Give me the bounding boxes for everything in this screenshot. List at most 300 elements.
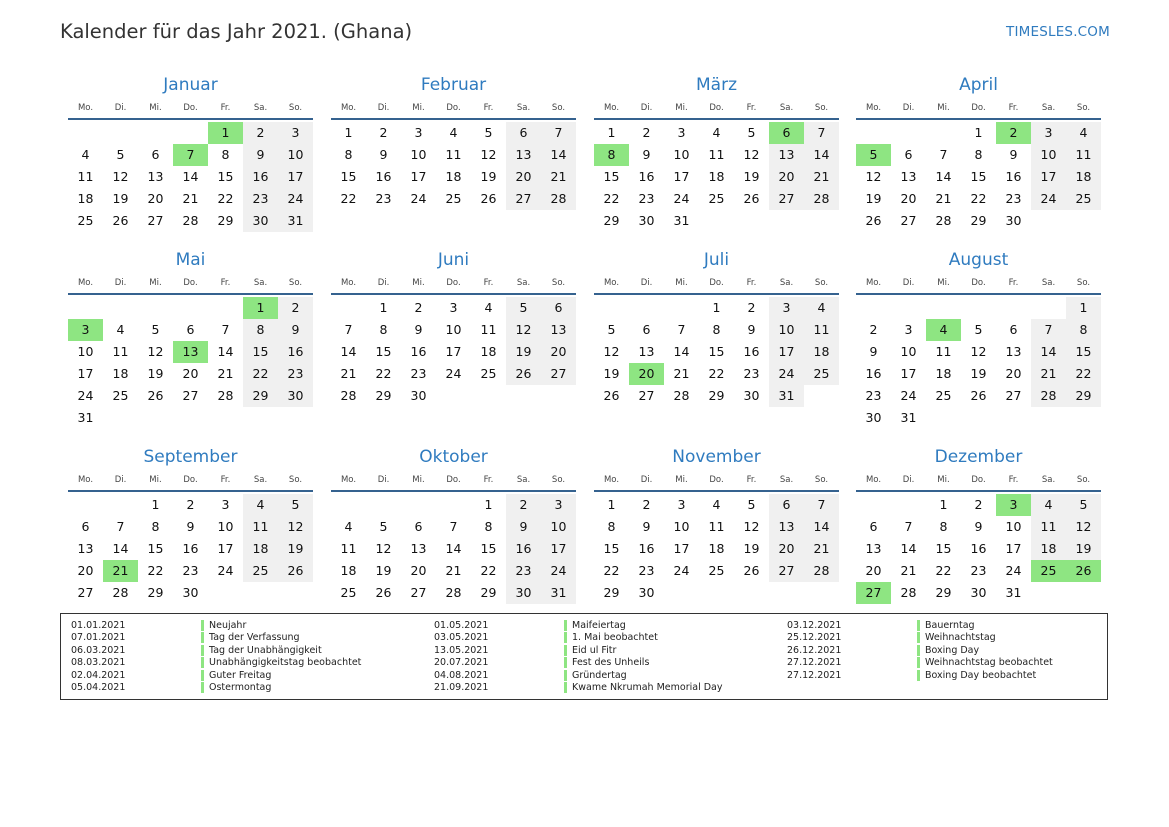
day-cell: 18 <box>77 191 94 206</box>
day-cell: 16 <box>410 344 427 359</box>
day-cell: 6 <box>81 519 90 534</box>
weekday-label: Di. <box>640 278 653 288</box>
day-cell: 12 <box>375 541 392 556</box>
month-calendar <box>856 73 1101 232</box>
day-cell: 2 <box>642 125 651 140</box>
day-cell: 24 <box>445 366 462 381</box>
day-cell: 3 <box>541 494 576 516</box>
day-cell: 16 <box>182 541 199 556</box>
empty-cell <box>331 297 366 319</box>
day-cell: 22 <box>935 563 952 578</box>
legend-date: 06.03.2021 <box>71 644 126 656</box>
weekday-label: Mi. <box>937 475 950 485</box>
day-cell: 10 <box>900 344 917 359</box>
month-calendar <box>856 248 1101 429</box>
day-cell: 4 <box>804 297 839 319</box>
day-cell: 27 <box>182 388 199 403</box>
day-cell: 29 <box>217 213 234 228</box>
day-cell: 22 <box>480 563 497 578</box>
day-cell: 4 <box>1031 494 1066 516</box>
day-cell: 8 <box>939 519 948 534</box>
day-cell: 7 <box>804 494 839 516</box>
weekday-label: Di. <box>902 278 915 288</box>
day-cell: 17 <box>1031 166 1066 188</box>
day-cell: 13 <box>769 144 804 166</box>
legend-entry <box>787 644 1053 657</box>
legend-date: 27.12.2021 <box>787 669 842 681</box>
legend-date: 03.12.2021 <box>787 619 842 631</box>
day-cell: 17 <box>77 366 94 381</box>
month-name: Juli <box>703 250 730 270</box>
day-cell: 1 <box>484 497 493 512</box>
weekday-label: Fr. <box>483 475 494 485</box>
month-name: Dezember <box>934 447 1023 467</box>
day-cell: 26 <box>506 363 541 385</box>
day-cell: 27 <box>147 213 164 228</box>
day-cell: 23 <box>506 560 541 582</box>
weekday-label: Sa. <box>516 103 531 113</box>
day-cell: 4 <box>116 322 125 337</box>
day-cell: 16 <box>970 541 987 556</box>
day-cell: 28 <box>935 213 952 228</box>
day-cell: 23 <box>865 388 882 403</box>
day-cell: 17 <box>217 541 234 556</box>
legend-column <box>434 619 722 694</box>
day-cell: 3 <box>904 322 913 337</box>
weekday-label: Fr. <box>746 278 757 288</box>
day-cell: 11 <box>708 519 725 534</box>
month-name: April <box>959 75 998 95</box>
legend-entry <box>71 682 361 695</box>
day-cell: 14 <box>340 344 357 359</box>
day-cell: 8 <box>974 147 983 162</box>
weekday-label: Mi. <box>412 475 425 485</box>
legend-holiday-name: Fest des Unheils <box>572 657 650 669</box>
day-cell: 18 <box>445 169 462 184</box>
weekday-label: Sa. <box>253 278 268 288</box>
day-cell: 12 <box>112 169 129 184</box>
legend-entry <box>434 669 722 682</box>
day-cell: 12 <box>147 344 164 359</box>
day-cell: 28 <box>1031 385 1066 407</box>
legend-holiday-name: Boxing Day <box>925 644 980 656</box>
empty-cell <box>138 297 173 319</box>
day-cell: 16 <box>865 366 882 381</box>
day-cell: 13 <box>506 144 541 166</box>
holiday-color-marker <box>564 657 567 668</box>
legend-entry <box>71 619 361 632</box>
empty-cell <box>208 297 243 319</box>
day-cell: 20 <box>865 563 882 578</box>
legend-entry <box>434 632 722 645</box>
day-cell: 12 <box>480 147 497 162</box>
day-cell: 9 <box>379 147 388 162</box>
weekday-label: Mi. <box>412 103 425 113</box>
day-cell: 5 <box>484 125 493 140</box>
day-cell: 5 <box>116 147 125 162</box>
day-cell: 29 <box>375 388 392 403</box>
day-cell: 25 <box>112 388 129 403</box>
day-cell: 5 <box>1066 494 1101 516</box>
day-cell: 18 <box>340 563 357 578</box>
weekday-label: Sa. <box>779 278 794 288</box>
day-cell: 20 <box>1005 366 1022 381</box>
day-cell: 3 <box>449 300 458 315</box>
day-cell: 9 <box>414 322 423 337</box>
day-cell: 16 <box>743 344 760 359</box>
day-cell: 30 <box>506 582 541 604</box>
day-cell: 2 <box>379 125 388 140</box>
weekday-label: Mo. <box>603 278 620 288</box>
weekday-label: Mi. <box>149 278 162 288</box>
day-cell: 25 <box>340 585 357 600</box>
legend-holiday-name: Neujahr <box>209 619 247 631</box>
legend-entry <box>71 669 361 682</box>
empty-cell <box>961 297 996 319</box>
day-cell: 6 <box>506 122 541 144</box>
day-cell: 1 <box>607 497 616 512</box>
holiday-day-cell: 7 <box>173 144 208 166</box>
day-cell: 7 <box>1031 319 1066 341</box>
weekday-label: Do. <box>446 103 461 113</box>
day-cell: 30 <box>638 585 655 600</box>
holiday-day-cell: 21 <box>103 560 138 582</box>
holiday-day-cell: 25 <box>1031 560 1066 582</box>
day-cell: 8 <box>484 519 493 534</box>
holiday-day-cell: 5 <box>856 144 891 166</box>
legend-entry <box>71 644 361 657</box>
weekday-header <box>856 97 1101 120</box>
day-cell: 14 <box>900 541 917 556</box>
legend-holiday-name: Unabhängigkeitstag beobachtet <box>209 657 362 669</box>
day-cell: 15 <box>375 344 392 359</box>
day-grid <box>594 297 839 407</box>
day-cell: 6 <box>151 147 160 162</box>
day-cell: 31 <box>769 385 804 407</box>
day-cell: 17 <box>541 538 576 560</box>
weekday-label: Do. <box>446 475 461 485</box>
weekday-label: Mi. <box>937 278 950 288</box>
day-grid <box>331 122 576 210</box>
weekday-label: So. <box>1076 103 1091 113</box>
day-cell: 12 <box>970 344 987 359</box>
day-cell: 2 <box>414 300 423 315</box>
day-cell: 8 <box>1066 319 1101 341</box>
empty-cell <box>856 494 891 516</box>
legend-date: 01.05.2021 <box>434 619 489 631</box>
day-cell: 10 <box>217 519 234 534</box>
weekday-label: Mo. <box>77 278 94 288</box>
legend-holiday-name: Eid ul Fitr <box>572 644 617 656</box>
weekday-label: Do. <box>183 278 198 288</box>
day-cell: 11 <box>708 147 725 162</box>
day-cell: 29 <box>603 213 620 228</box>
empty-cell <box>103 122 138 144</box>
day-cell: 20 <box>541 341 576 363</box>
day-cell: 5 <box>607 322 616 337</box>
day-cell: 8 <box>712 322 721 337</box>
month-name: Juni <box>437 250 470 270</box>
day-cell: 19 <box>278 538 313 560</box>
day-cell: 14 <box>182 169 199 184</box>
day-cell: 10 <box>673 147 690 162</box>
legend-holiday-name: Ostermontag <box>209 682 272 694</box>
weekday-label: Fr. <box>483 103 494 113</box>
weekday-label: Di. <box>902 103 915 113</box>
day-cell: 11 <box>1066 144 1101 166</box>
day-cell: 5 <box>278 494 313 516</box>
weekday-label: Fr. <box>220 475 231 485</box>
weekday-label: Do. <box>971 278 986 288</box>
month-name: Januar <box>163 75 218 95</box>
weekday-label: So. <box>551 103 566 113</box>
month-calendar <box>68 445 313 604</box>
day-cell: 3 <box>221 497 230 512</box>
weekday-header <box>68 469 313 492</box>
day-cell: 24 <box>673 191 690 206</box>
day-cell: 26 <box>112 213 129 228</box>
day-cell: 15 <box>340 169 357 184</box>
empty-cell <box>173 122 208 144</box>
day-cell: 4 <box>81 147 90 162</box>
weekday-label: Di. <box>114 475 127 485</box>
day-cell: 29 <box>1066 385 1101 407</box>
empty-cell <box>996 297 1031 319</box>
holiday-day-cell: 26 <box>1066 560 1101 582</box>
day-cell: 6 <box>1009 322 1018 337</box>
weekday-label: Di. <box>114 278 127 288</box>
day-cell: 29 <box>970 213 987 228</box>
day-cell: 25 <box>480 366 497 381</box>
holiday-color-marker <box>564 632 567 643</box>
day-grid <box>594 122 839 232</box>
day-cell: 2 <box>278 297 313 319</box>
day-cell: 24 <box>77 388 94 403</box>
day-cell: 31 <box>77 410 94 425</box>
day-cell: 5 <box>974 322 983 337</box>
weekday-label: Di. <box>377 103 390 113</box>
day-cell: 21 <box>445 563 462 578</box>
day-cell: 27 <box>506 188 541 210</box>
weekday-header <box>331 469 576 492</box>
day-cell: 18 <box>243 538 278 560</box>
day-cell: 23 <box>1005 191 1022 206</box>
weekday-label: Mo. <box>603 103 620 113</box>
day-cell: 9 <box>243 144 278 166</box>
weekday-label: Sa. <box>779 103 794 113</box>
day-cell: 13 <box>1005 344 1022 359</box>
day-cell: 30 <box>278 385 313 407</box>
weekday-label: So. <box>551 475 566 485</box>
day-cell: 10 <box>1031 144 1066 166</box>
weekday-label: Mi. <box>675 278 688 288</box>
day-cell: 10 <box>445 322 462 337</box>
day-cell: 2 <box>747 300 756 315</box>
empty-cell <box>926 122 961 144</box>
legend-date: 13.05.2021 <box>434 644 489 656</box>
weekday-label: Di. <box>640 475 653 485</box>
day-cell: 1 <box>607 125 616 140</box>
day-cell: 9 <box>974 519 983 534</box>
weekday-label: Fr. <box>746 103 757 113</box>
day-cell: 9 <box>1009 147 1018 162</box>
day-cell: 26 <box>743 191 760 206</box>
weekday-label: Mi. <box>937 103 950 113</box>
day-grid <box>856 122 1101 232</box>
legend-holiday-name: Gründertag <box>572 669 627 681</box>
weekday-label: So. <box>814 475 829 485</box>
legend-holiday-name: Tag der Verfassung <box>209 632 300 644</box>
legend-date: 05.04.2021 <box>71 682 126 694</box>
day-grid <box>331 297 576 407</box>
empty-cell <box>891 494 926 516</box>
month-calendar <box>594 445 839 604</box>
day-cell: 1 <box>939 497 948 512</box>
day-cell: 26 <box>743 563 760 578</box>
weekday-header <box>68 97 313 120</box>
page-title: Kalender für das Jahr 2021. (Ghana) <box>60 20 413 43</box>
day-cell: 14 <box>217 344 234 359</box>
day-cell: 1 <box>974 125 983 140</box>
weekday-label: Do. <box>709 278 724 288</box>
holiday-color-marker <box>201 670 204 681</box>
day-cell: 22 <box>970 191 987 206</box>
brand-link[interactable]: TIMESLES.COM <box>1006 24 1110 40</box>
weekday-header <box>68 272 313 295</box>
day-cell: 21 <box>935 191 952 206</box>
day-cell: 12 <box>865 169 882 184</box>
day-cell: 13 <box>410 541 427 556</box>
weekday-label: Di. <box>902 475 915 485</box>
day-cell: 11 <box>77 169 94 184</box>
day-cell: 14 <box>541 144 576 166</box>
day-cell: 1 <box>379 300 388 315</box>
day-cell: 12 <box>743 519 760 534</box>
day-cell: 25 <box>1066 188 1101 210</box>
legend-holiday-name: Maifeiertag <box>572 619 626 631</box>
day-cell: 7 <box>344 322 353 337</box>
weekday-label: So. <box>288 278 303 288</box>
day-cell: 4 <box>1066 122 1101 144</box>
day-cell: 6 <box>541 297 576 319</box>
day-cell: 26 <box>375 585 392 600</box>
legend-date: 27.12.2021 <box>787 657 842 669</box>
holiday-color-marker <box>201 682 204 693</box>
day-cell: 15 <box>243 341 278 363</box>
day-cell: 13 <box>865 541 882 556</box>
weekday-label: Do. <box>709 475 724 485</box>
day-cell: 10 <box>673 519 690 534</box>
legend-entry <box>71 657 361 670</box>
month-name: August <box>948 250 1009 270</box>
empty-cell <box>856 122 891 144</box>
day-cell: 24 <box>900 388 917 403</box>
month-calendar <box>856 445 1101 604</box>
day-cell: 19 <box>375 563 392 578</box>
holiday-color-marker <box>201 632 204 643</box>
day-cell: 5 <box>747 125 756 140</box>
day-cell: 3 <box>769 297 804 319</box>
empty-cell <box>891 122 926 144</box>
day-cell: 21 <box>673 366 690 381</box>
day-cell: 23 <box>638 191 655 206</box>
day-cell: 18 <box>1066 166 1101 188</box>
day-cell: 28 <box>804 560 839 582</box>
day-cell: 11 <box>112 344 129 359</box>
weekday-label: So. <box>288 475 303 485</box>
day-cell: 19 <box>743 169 760 184</box>
day-cell: 27 <box>769 188 804 210</box>
weekday-label: Mi. <box>149 475 162 485</box>
legend-holiday-name: Guter Freitag <box>209 669 272 681</box>
holiday-day-cell: 13 <box>173 341 208 363</box>
day-cell: 28 <box>804 188 839 210</box>
day-cell: 19 <box>603 366 620 381</box>
day-cell: 21 <box>541 166 576 188</box>
empty-cell <box>856 297 891 319</box>
weekday-label: Sa. <box>516 475 531 485</box>
month-name: November <box>672 447 761 467</box>
day-cell: 5 <box>506 297 541 319</box>
day-cell: 22 <box>147 563 164 578</box>
day-cell: 1 <box>151 497 160 512</box>
day-cell: 27 <box>769 560 804 582</box>
day-cell: 12 <box>603 344 620 359</box>
day-cell: 19 <box>970 366 987 381</box>
empty-cell <box>629 297 664 319</box>
day-cell: 11 <box>243 516 278 538</box>
day-cell: 4 <box>344 519 353 534</box>
day-cell: 4 <box>712 497 721 512</box>
holiday-color-marker <box>201 657 204 668</box>
weekday-header <box>856 272 1101 295</box>
empty-cell <box>103 494 138 516</box>
day-cell: 20 <box>900 191 917 206</box>
legend-date: 04.08.2021 <box>434 669 489 681</box>
legend-column <box>71 619 361 694</box>
weekday-label: Fr. <box>1008 475 1019 485</box>
day-cell: 27 <box>900 213 917 228</box>
weekday-header <box>594 97 839 120</box>
holiday-color-marker <box>564 620 567 631</box>
holiday-day-cell: 20 <box>629 363 664 385</box>
day-cell: 29 <box>603 585 620 600</box>
weekday-label: So. <box>1076 475 1091 485</box>
day-cell: 8 <box>379 322 388 337</box>
day-grid <box>856 494 1101 604</box>
day-cell: 29 <box>147 585 164 600</box>
holiday-color-marker <box>917 632 920 643</box>
legend-entry <box>434 657 722 670</box>
legend-date: 25.12.2021 <box>787 632 842 644</box>
day-cell: 13 <box>900 169 917 184</box>
day-cell: 9 <box>747 322 756 337</box>
day-cell: 25 <box>445 191 462 206</box>
weekday-label: Do. <box>183 475 198 485</box>
weekday-label: Mo. <box>603 475 620 485</box>
day-cell: 10 <box>410 147 427 162</box>
day-cell: 27 <box>541 363 576 385</box>
day-cell: 15 <box>480 541 497 556</box>
day-cell: 17 <box>673 169 690 184</box>
day-cell: 20 <box>506 166 541 188</box>
day-cell: 10 <box>77 344 94 359</box>
holiday-day-cell: 1 <box>208 122 243 144</box>
day-cell: 25 <box>708 563 725 578</box>
weekday-label: Mi. <box>149 103 162 113</box>
day-cell: 28 <box>217 388 234 403</box>
weekday-label: Mo. <box>865 103 882 113</box>
